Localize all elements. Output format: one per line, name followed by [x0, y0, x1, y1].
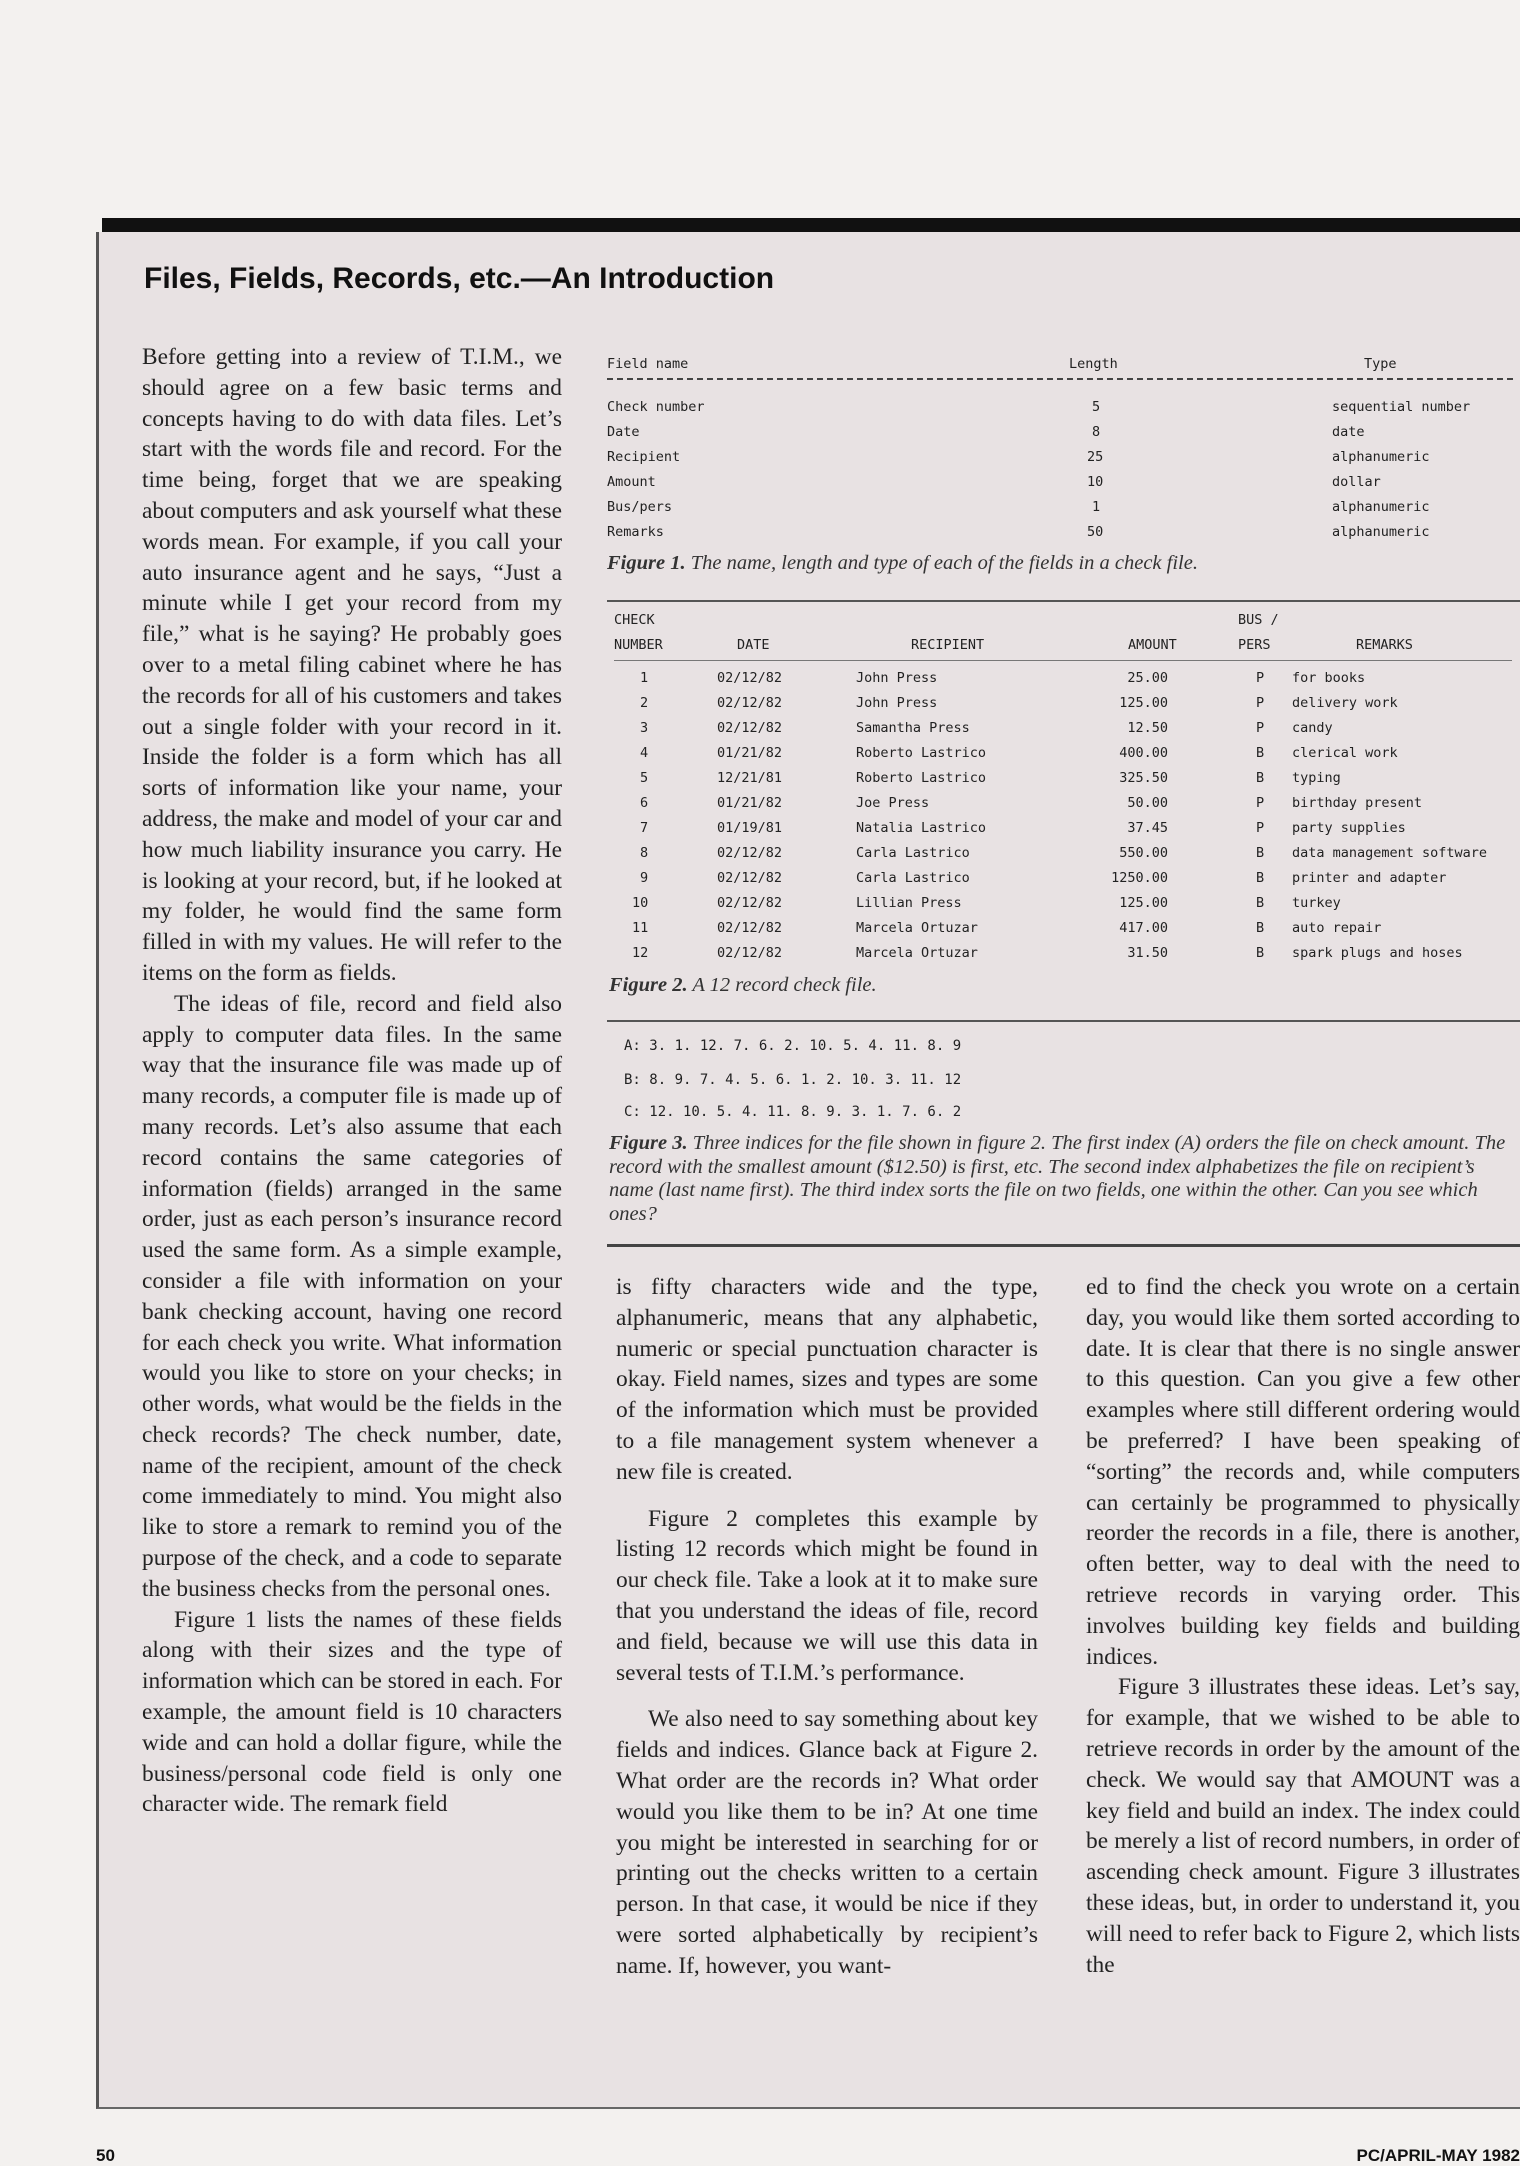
fig2-cell-remarks: auto repair — [1292, 920, 1382, 936]
fig1-caption — [607, 552, 1198, 575]
fig1-cell-length: 10 — [1087, 474, 1104, 490]
fig1-header-length: Length — [1069, 356, 1118, 372]
fig2-cell-buspers: B — [1256, 920, 1265, 936]
fig2-cell-number: 11 — [632, 920, 649, 936]
fig2-cell-buspers: P — [1256, 720, 1265, 736]
fig2-row — [0, 670, 1520, 695]
fig2-row — [0, 745, 1520, 770]
fig2-header-check-line2: NUMBER — [614, 637, 663, 653]
fig2-bottom-rule — [607, 1020, 1520, 1022]
fig2-cell-number: 12 — [632, 945, 649, 961]
fig2-row — [0, 920, 1520, 945]
fig2-row — [0, 820, 1520, 845]
fig2-header-remarks: REMARKS — [1356, 637, 1413, 653]
fig2-row — [0, 795, 1520, 820]
fig2-cell-buspers: P — [1256, 820, 1265, 836]
fig2-cell-date: 02/12/82 — [717, 670, 783, 686]
fig2-cell-remarks: birthday present — [1292, 795, 1423, 811]
paragraph: is fifty characters wide and the type, alphanumeric, means that any alphabetic, numeric or special punctuation character is okay. Field names, sizes and types are some of the information which must be provided to a file management system whenever a new file is created. — [616, 1274, 1038, 1485]
fig2-cell-number: 1 — [640, 670, 649, 686]
fig2-cell-amount: 550.00 — [1119, 845, 1168, 861]
fig1-cell-length: 50 — [1087, 524, 1104, 540]
fig2-cell-amount: 325.50 — [1119, 770, 1168, 786]
fig1-cell-length: 1 — [1092, 499, 1101, 515]
fig1-row — [0, 449, 1520, 474]
fig1-header-rule — [607, 378, 1513, 380]
fig2-caption-text: A 12 record check file. — [692, 974, 877, 996]
fig2-cell-remarks: delivery work — [1292, 695, 1398, 711]
fig2-cell-amount: 31.50 — [1127, 945, 1168, 961]
fig2-header-bus-line2: PERS — [1238, 637, 1271, 653]
fig2-cell-amount: 12.50 — [1127, 720, 1168, 736]
fig1-cell-type: sequential number — [1332, 399, 1471, 415]
top-rule — [102, 218, 1520, 232]
fig2-cell-amount: 417.00 — [1119, 920, 1168, 936]
fig3-index-b: B: 8. 9. 7. 4. 5. 6. 1. 2. 10. 3. 11. 12 — [624, 1072, 962, 1088]
fig1-cell-length: 25 — [1087, 449, 1104, 465]
fig2-cell-recipient: Carla Lastrico — [856, 845, 970, 861]
issue-label: PC/APRIL-MAY 1982 — [1356, 2146, 1520, 2165]
fig2-cell-buspers: P — [1256, 695, 1265, 711]
fig2-cell-amount: 25.00 — [1127, 670, 1168, 686]
fig2-cell-amount: 1250.00 — [1111, 870, 1168, 886]
fig2-row — [0, 870, 1520, 895]
fig1-cell-type: alphanumeric — [1332, 449, 1430, 465]
paragraph: Figure 3 illustrates these ideas. Let’s say, for example, that we wished to be able to retrieve records in order by the amount of the check. We would say that AMOUNT was a key field and build an index. The index could be merely a list of record numbers, in order of ascending check amount. Figure 3 illustrates these ideas, but, in order to understand it, you will need to refer back to Figure 2, which lists the — [1086, 1674, 1520, 1978]
fig1-cell-name: Amount — [607, 474, 656, 490]
fig1-cell-name: Date — [607, 424, 640, 440]
fig2-cell-number: 10 — [632, 895, 649, 911]
fig2-cell-date: 02/12/82 — [717, 870, 783, 886]
fig1-cell-name: Bus/pers — [607, 499, 673, 515]
fig2-cell-date: 02/12/82 — [717, 845, 783, 861]
fig2-cell-recipient: Marcela Ortuzar — [856, 945, 978, 961]
fig2-cell-number: 6 — [640, 795, 649, 811]
fig2-cell-buspers: B — [1256, 845, 1265, 861]
fig2-caption-label: Figure 2. — [609, 974, 688, 996]
fig2-cell-buspers: B — [1256, 870, 1265, 886]
fig1-caption-text: The name, length and type of each of the fields in a check file. — [690, 552, 1198, 574]
fig2-cell-recipient: Samantha Press — [856, 720, 970, 736]
fig2-cell-amount: 37.45 — [1127, 820, 1168, 836]
fig2-cell-number: 3 — [640, 720, 649, 736]
fig1-row — [0, 524, 1520, 549]
fig2-cell-recipient: Lillian Press — [856, 895, 962, 911]
fig1-row — [0, 399, 1520, 424]
fig2-header-date: DATE — [737, 637, 770, 653]
fig2-cell-amount: 400.00 — [1119, 745, 1168, 761]
fig1-cell-name: Check number — [607, 399, 705, 415]
fig2-cell-remarks: party supplies — [1292, 820, 1406, 836]
fig2-cell-number: 8 — [640, 845, 649, 861]
fig2-cell-recipient: Carla Lastrico — [856, 870, 970, 886]
fig1-cell-type: date — [1332, 424, 1365, 440]
paragraph: ed to find the check you wrote on a certain day, you would like them sorted according to date. It is clear that there is no single answer to this question. Can you give a few other examples where still different ordering would be preferred? I have been speaking of “sorting” the records and, while computers can certainly be programmed to physically reorder the records in a file, there is another, often better, way to deal with the need to retrieve records in varying order. This involves building key fields and building indices. — [1086, 1274, 1520, 1670]
fig2-cell-remarks: turkey — [1292, 895, 1341, 911]
fig3-index-c: C: 12. 10. 5. 4. 11. 8. 9. 3. 1. 7. 6. 2 — [624, 1104, 962, 1120]
fig2-header-check-line1: CHECK — [614, 612, 655, 628]
fig2-cell-recipient: Marcela Ortuzar — [856, 920, 978, 936]
page-number: 50 — [96, 2146, 115, 2165]
article-title: Files, Fields, Records, etc.—An Introduction — [144, 262, 775, 295]
fig2-cell-date: 02/12/82 — [717, 920, 783, 936]
fig2-cell-remarks: for books — [1292, 670, 1366, 686]
fig2-cell-number: 4 — [640, 745, 649, 761]
fig1-cell-name: Remarks — [607, 524, 664, 540]
paragraph: Figure 2 completes this example by listing 12 records which might be found in our check file. Take a look at it to make sure that you understand the ideas of file, record and field, because we will use this data in several tests of T.I.M.’s performance. — [616, 1505, 1038, 1686]
fig1-header-field-name: Field name — [607, 356, 689, 372]
fig2-cell-remarks: spark plugs and hoses — [1292, 945, 1463, 961]
fig2-cell-amount: 125.00 — [1119, 695, 1168, 711]
fig2-cell-buspers: B — [1256, 945, 1265, 961]
fig3-caption-text: Three indices for the file shown in figure 2. The first index (A) orders the file on check amount. The record with the smallest amount ($12.50) is first, etc. The second index alphabetizes the file on recipient’s name (last name first). The third index sorts the file on two fields, one within the other. Can you see which ones? — [609, 1132, 1506, 1225]
fig2-cell-date: 02/12/82 — [717, 895, 783, 911]
fig3-bottom-rule — [607, 1244, 1520, 1247]
fig2-caption — [609, 974, 877, 997]
body-column-1 — [142, 342, 562, 1820]
fig1-header-type: Type — [1364, 356, 1397, 372]
fig2-cell-date: 01/21/82 — [717, 795, 783, 811]
fig2-cell-buspers: B — [1256, 745, 1265, 761]
fig2-cell-amount: 125.00 — [1119, 895, 1168, 911]
fig2-cell-remarks: typing — [1292, 770, 1341, 786]
fig2-cell-recipient: John Press — [856, 695, 938, 711]
fig2-row — [0, 695, 1520, 720]
fig2-cell-date: 12/21/81 — [717, 770, 783, 786]
fig2-cell-remarks: printer and adapter — [1292, 870, 1447, 886]
fig2-cell-amount: 50.00 — [1127, 795, 1168, 811]
fig2-cell-number: 7 — [640, 820, 649, 836]
fig2-cell-buspers: B — [1256, 895, 1265, 911]
fig2-cell-recipient: Joe Press — [856, 795, 930, 811]
fig2-header-bus-line1: BUS / — [1238, 612, 1279, 628]
fig2-cell-buspers: P — [1256, 670, 1265, 686]
fig2-cell-buspers: P — [1256, 795, 1265, 811]
fig2-cell-date: 02/12/82 — [717, 695, 783, 711]
fig2-cell-recipient: John Press — [856, 670, 938, 686]
fig3-index-a: A: 3. 1. 12. 7. 6. 2. 10. 5. 4. 11. 8. 9 — [624, 1038, 962, 1054]
fig2-row — [0, 720, 1520, 745]
fig2-cell-remarks: data management software — [1292, 845, 1488, 861]
fig3-caption — [609, 1132, 1519, 1226]
paragraph: Before getting into a review of T.I.M., we should agree on a few basic terms and concepts having to do with data files. Let’s start with the words file and record. For the time being, forget that we are speaking about computers and ask yourself what these words mean. For example, if you call your auto insurance agent and he says, “Just a minute while I get your record from my file,” what is he saying? He probably goes over to a metal filing cabinet where he has the records for all of his customers and takes out a single folder with your record in it. Inside the folder is a form which has all sorts of information like your name, your address, the make and model of your car and how much liability insurance you carry. He is looking at your record, but, if he looked at my folder, he would find the same form filled in with my values. He will refer to the items on the form as fields. — [142, 344, 562, 986]
fig2-cell-recipient: Roberto Lastrico — [856, 745, 987, 761]
fig2-cell-date: 02/12/82 — [717, 945, 783, 961]
fig2-header-rule — [614, 660, 1512, 661]
fig2-header-recipient: RECIPIENT — [911, 637, 985, 653]
fig2-cell-remarks: clerical work — [1292, 745, 1398, 761]
fig1-cell-type: dollar — [1332, 474, 1381, 490]
fig2-cell-remarks: candy — [1292, 720, 1333, 736]
fig1-cell-name: Recipient — [607, 449, 681, 465]
fig2-cell-date: 01/21/82 — [717, 745, 783, 761]
fig1-row — [0, 424, 1520, 449]
fig2-cell-number: 5 — [640, 770, 649, 786]
fig2-cell-date: 02/12/82 — [717, 720, 783, 736]
paragraph: We also need to say something about key fields and indices. Glance back at Figure 2. What order are the records in? What order would you like them to be in? At one time you might be interested in searching for or printing out the checks written to a certain person. In that case, it would be nice if they were sorted alphabetically by recipient’s name. If, however, you want- — [616, 1706, 1038, 1979]
fig2-cell-number: 9 — [640, 870, 649, 886]
paragraph: The ideas of file, record and field also apply to computer data files. In the same way that the insurance file was made up of many records, a computer file is made up of many records. Let’s also assume that each record contains the same categories of information (fields) arranged in the same order, just as each person’s insurance record used the same form. As a simple example, consider a file with information on your bank checking account, having one record for each check you write. What information would you like to store on your checks; in other words, what would be the fields in the check records? The check number, date, name of the recipient, amount of the check come immediately to mind. You might also like to store a remark to remind you of the purpose of the check, and a code to separate the business checks from the personal ones. — [142, 990, 562, 1602]
paragraph: Figure 1 lists the names of these fields along with their sizes and the type of information which can be stored in each. For example, the amount field is 10 characters wide and can hold a dollar figure, while the business/personal code field is only one character wide. The remark field — [142, 1606, 562, 1818]
fig1-row — [0, 499, 1520, 524]
fig1-cell-length: 5 — [1092, 399, 1101, 415]
fig2-row — [0, 895, 1520, 920]
body-column-3 — [1086, 1272, 1520, 1980]
fig1-cell-type: alphanumeric — [1332, 524, 1430, 540]
fig2-cell-recipient: Natalia Lastrico — [856, 820, 987, 836]
body-column-2 — [616, 1272, 1038, 1982]
fig1-bottom-rule — [607, 600, 1520, 602]
fig2-cell-buspers: B — [1256, 770, 1265, 786]
fig2-row — [0, 845, 1520, 870]
fig1-cell-type: alphanumeric — [1332, 499, 1430, 515]
fig2-cell-date: 01/19/81 — [717, 820, 783, 836]
fig2-cell-recipient: Roberto Lastrico — [856, 770, 987, 786]
fig2-row — [0, 945, 1520, 970]
fig2-row — [0, 770, 1520, 795]
fig1-cell-length: 8 — [1092, 424, 1101, 440]
fig1-caption-label: Figure 1. — [607, 552, 686, 574]
fig2-header-amount: AMOUNT — [1128, 637, 1177, 653]
fig2-cell-number: 2 — [640, 695, 649, 711]
fig3-caption-label: Figure 3. — [609, 1132, 688, 1154]
fig1-row — [0, 474, 1520, 499]
